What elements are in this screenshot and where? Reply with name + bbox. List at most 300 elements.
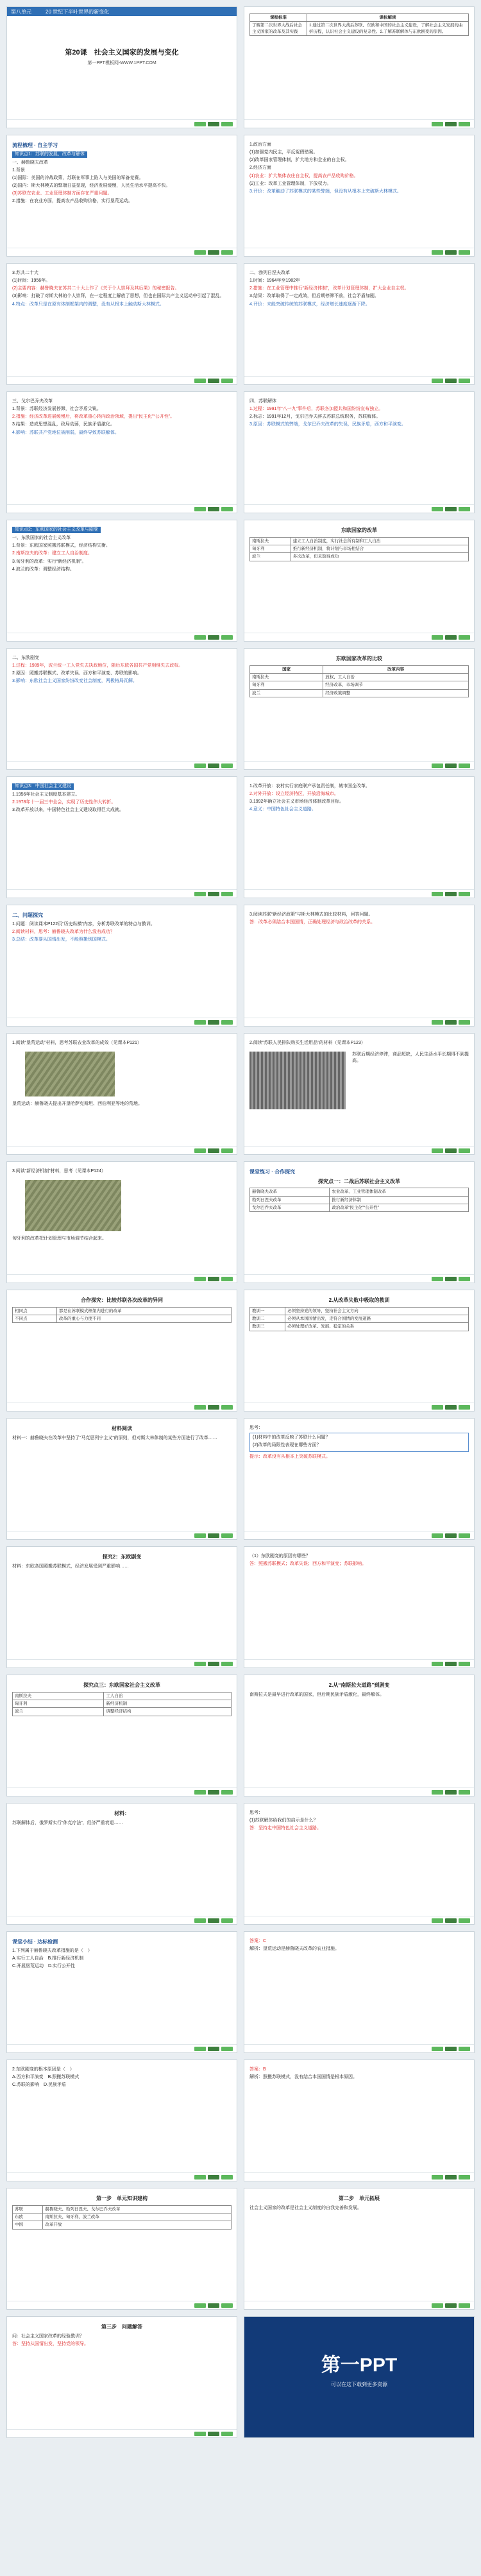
slide-38[interactable] xyxy=(244,2316,475,2438)
home-button[interactable] xyxy=(208,1790,219,1795)
prev-button[interactable] xyxy=(194,2303,206,2308)
cell: 匈牙利 xyxy=(250,545,291,553)
next-button[interactable] xyxy=(221,763,233,768)
text-line: 3.影响：东欧社会主义国家纷纷改变社会制度，两极格局瓦解。 xyxy=(12,679,137,684)
text-line: 1.过程：1989年，波兰统一工人党失去执政地位，随后东欧各国共产党相继失去政权。 xyxy=(12,663,183,669)
text-line: 4.波兰的改革：调整经济结构。 xyxy=(12,567,74,572)
cell: 必须从本国国情出发，走符合国情的发展道路 xyxy=(285,1315,469,1323)
text-line: (1)材料中的改革反映了苏联什么问题？ xyxy=(253,1435,330,1440)
home-button[interactable] xyxy=(208,892,219,896)
prev-button[interactable] xyxy=(194,1790,206,1795)
text-line: 3.苏共二十大 xyxy=(12,271,38,275)
home-button[interactable] xyxy=(445,2047,457,2051)
compare-table xyxy=(12,1307,232,1324)
section-title: 第三步 问题解答 xyxy=(101,2324,142,2330)
cell: 中国 xyxy=(13,2221,43,2229)
option-line[interactable]: C.开展垦荒运动 D.实行公开性 xyxy=(12,1963,75,1968)
next-button[interactable] xyxy=(459,892,470,896)
prev-button[interactable] xyxy=(194,2432,206,2436)
slide-16[interactable] xyxy=(244,905,475,1027)
text-line: (3)苏联在农业、工业管理体制方面存在严重问题。 xyxy=(12,191,112,196)
answer-text: 答：改革必须结合本国国情，正确处理经济与政治改革的关系。 xyxy=(249,920,375,925)
next-button[interactable] xyxy=(221,2303,233,2308)
slide-21[interactable] xyxy=(6,1290,237,1412)
lessons-table xyxy=(249,1307,469,1331)
prev-button[interactable] xyxy=(432,1277,443,1281)
reform-table xyxy=(249,1188,469,1212)
next-button[interactable] xyxy=(221,1277,233,1281)
text-line: 一、赫鲁晓夫改革 xyxy=(12,160,48,165)
slide-footer xyxy=(7,633,237,641)
slide-25[interactable] xyxy=(6,1546,237,1668)
prev-button[interactable] xyxy=(432,1020,443,1025)
slide-12[interactable] xyxy=(244,648,475,770)
next-button[interactable] xyxy=(221,379,233,383)
option-line[interactable]: A.西方和平演变 B.照搬苏联模式 xyxy=(12,2075,80,2080)
home-button[interactable] xyxy=(208,379,219,383)
slide-footer xyxy=(244,1146,474,1154)
slide-footer xyxy=(7,1787,237,1796)
prev-button[interactable] xyxy=(194,2175,206,2179)
cell: 南斯拉夫 xyxy=(13,1692,104,1700)
next-button[interactable] xyxy=(459,1918,470,1923)
slide-footer xyxy=(7,376,237,384)
option-line[interactable]: C.苏联的影响 D.民族矛盾 xyxy=(12,2083,66,2088)
text-line: 一、东欧国家的社会主义改革 xyxy=(12,536,71,541)
text-line: 3.结果：改革取得了一定成效，但后期停滞不前，社会矛盾加剧。 xyxy=(249,294,379,299)
slide-footer xyxy=(244,248,474,256)
prev-button[interactable] xyxy=(432,379,443,383)
slide-footer xyxy=(7,248,237,256)
prev-button[interactable] xyxy=(194,1020,206,1025)
text-line: 1.背景：苏联经济发展停滞，社会矛盾尖锐。 xyxy=(12,407,101,412)
prev-button[interactable] xyxy=(194,507,206,511)
home-button[interactable] xyxy=(208,2175,219,2179)
slide-8[interactable] xyxy=(244,391,475,513)
home-button[interactable] xyxy=(445,763,457,768)
slide-18[interactable] xyxy=(244,1033,475,1155)
slide-footer xyxy=(244,2172,474,2181)
slide-footer xyxy=(7,761,237,769)
header-cell: 改革内容 xyxy=(323,665,469,673)
prev-button[interactable] xyxy=(194,250,206,255)
prev-button[interactable] xyxy=(432,250,443,255)
header-cell: 国家 xyxy=(250,665,323,673)
prev-button[interactable] xyxy=(194,122,206,126)
next-button[interactable] xyxy=(221,2432,233,2436)
home-button[interactable] xyxy=(208,1918,219,1923)
home-button[interactable] xyxy=(445,1148,457,1153)
table-title: 探究点三：东欧国家社会主义改革 xyxy=(83,1682,160,1688)
slide-footer xyxy=(7,1403,237,1411)
text-line: 二、东欧剧变 xyxy=(12,656,39,660)
next-button[interactable] xyxy=(459,1662,470,1666)
home-button[interactable] xyxy=(445,379,457,383)
knowledge-tag: 知识点1：苏联的发展、改革与解体 xyxy=(12,151,87,158)
home-button[interactable] xyxy=(208,1277,219,1281)
home-button[interactable] xyxy=(208,2303,219,2308)
next-button[interactable] xyxy=(459,122,470,126)
section-header: 流程梳理 · 自主学习 xyxy=(12,142,58,148)
slide-footer xyxy=(7,1659,237,1668)
text-line: 2.措施：在农业方面，提高农产品收购价格，实行垦荒运动。 xyxy=(12,199,133,204)
slide-footer xyxy=(7,1916,237,1924)
question-title: （1）东欧剧变的原因有哪些？ xyxy=(249,1554,310,1558)
prev-button[interactable] xyxy=(432,1405,443,1410)
home-button[interactable] xyxy=(208,1662,219,1666)
cell: 推行新经济体制 xyxy=(330,1196,469,1204)
image-caption: 2.阅读“苏联人民排队购买生活用品”的材料（见课本P123） xyxy=(249,1041,366,1045)
text-line: 1.改革开放：农村实行家庭联产承包责任制，城市国企改革。 xyxy=(249,784,370,789)
slide-3[interactable] xyxy=(6,135,237,257)
slide-footer xyxy=(244,889,474,898)
cell: 放权、工人自治 xyxy=(323,674,469,681)
home-button[interactable] xyxy=(445,892,457,896)
slide-30[interactable] xyxy=(244,1803,475,1925)
table-title: 东欧国家改革的比较 xyxy=(336,656,382,661)
text-line: 3.改革开放以来，中国特色社会主义建设取得巨大成就。 xyxy=(12,808,124,813)
slide-4[interactable] xyxy=(244,135,475,257)
home-button[interactable] xyxy=(445,122,457,126)
slide-1[interactable] xyxy=(6,6,237,128)
text-line: 1.时间：1964年至1982年 xyxy=(249,278,300,284)
reform-table xyxy=(249,537,469,561)
text-line: 3.1992年确立社会主义市场经济体制改革目标。 xyxy=(249,799,344,805)
cell: 勃列日涅夫改革 xyxy=(250,1196,330,1204)
cell: 农业改革、工业管理体制改革 xyxy=(330,1188,469,1196)
image-caption: 1.阅读“垦荒运动”材料，思考苏联农业改革的成效（见课本P121） xyxy=(12,1041,142,1045)
next-button[interactable] xyxy=(459,1533,470,1538)
slide-23[interactable] xyxy=(6,1418,237,1540)
slide-19[interactable] xyxy=(6,1161,237,1283)
text-line: 二、勃列日涅夫改革 xyxy=(249,271,290,275)
cell: 经济改革，市场调节 xyxy=(323,681,469,689)
cell: 教训三 xyxy=(250,1323,285,1331)
next-button[interactable] xyxy=(221,1148,233,1153)
unit-bar xyxy=(7,7,237,16)
material-title: 材料： xyxy=(114,1811,130,1816)
prev-button[interactable] xyxy=(432,1533,443,1538)
prev-button[interactable] xyxy=(194,1533,206,1538)
unit-summary-table xyxy=(12,2205,232,2230)
prev-button[interactable] xyxy=(432,122,443,126)
text-line: 四、苏联解体 xyxy=(249,399,276,404)
slide-footer xyxy=(7,1274,237,1283)
home-button[interactable] xyxy=(445,2303,457,2308)
home-button[interactable] xyxy=(445,1020,457,1025)
text-line: 3.结果：造成思想混乱，政局动荡，民族矛盾激化。 xyxy=(12,422,115,427)
prev-button[interactable] xyxy=(432,2303,443,2308)
prev-button[interactable] xyxy=(432,507,443,511)
prev-button[interactable] xyxy=(194,379,206,383)
home-button[interactable] xyxy=(208,1020,219,1025)
question-title: 思考： xyxy=(249,1426,263,1430)
home-button[interactable] xyxy=(208,122,219,126)
explanation-text: 解析：垦荒运动是赫鲁晓夫改革的农业措施。 xyxy=(249,1947,339,1952)
image-text: 垦荒运动：赫鲁晓夫提出开垦哈萨克斯坦、西伯利亚等地的荒地。 xyxy=(12,1102,142,1106)
next-button[interactable] xyxy=(221,1533,233,1538)
slide-36[interactable] xyxy=(244,2188,475,2310)
next-button[interactable] xyxy=(221,2175,233,2179)
text-line: (1)加强党内民主，平反冤假错案。 xyxy=(249,150,318,155)
slide-17[interactable] xyxy=(6,1033,237,1155)
next-button[interactable] xyxy=(459,507,470,511)
slide-footer xyxy=(244,1916,474,1924)
text-line: (2)改革的局限性表现在哪些方面？ xyxy=(253,1443,321,1448)
next-button[interactable] xyxy=(221,1020,233,1025)
image-caption: 3.阅读“新经济机制”材料，思考（见课本P124） xyxy=(12,1169,106,1173)
home-button[interactable] xyxy=(208,2047,219,2051)
prev-button[interactable] xyxy=(432,892,443,896)
text-line: (1)国际：美国的冷战政策，苏联在军事上陷入与美国的军备竞赛。 xyxy=(12,176,144,181)
prev-button[interactable] xyxy=(432,2047,443,2051)
slide-14[interactable] xyxy=(244,776,475,898)
slide-2[interactable] xyxy=(244,6,475,128)
next-button[interactable] xyxy=(459,1277,470,1281)
slide-footer xyxy=(244,1659,474,1668)
text-line: 1.1956年社会主义制度基本建立。 xyxy=(12,792,80,798)
home-button[interactable] xyxy=(208,250,219,255)
home-button[interactable] xyxy=(208,635,219,640)
table-title: 2.从改革失败中吸取的教训 xyxy=(328,1297,390,1303)
prev-button[interactable] xyxy=(194,892,206,896)
home-button[interactable] xyxy=(208,763,219,768)
next-button[interactable] xyxy=(459,1020,470,1025)
next-button[interactable] xyxy=(459,2303,470,2308)
prev-button[interactable] xyxy=(194,2047,206,2051)
prev-button[interactable] xyxy=(194,635,206,640)
text-line: 2.对外开放：设立经济特区，开放沿海城市。 xyxy=(249,792,339,797)
cell: 不同点 xyxy=(13,1315,57,1323)
text-line: 1.背景 xyxy=(12,167,25,173)
prev-button[interactable] xyxy=(194,1148,206,1153)
next-button[interactable] xyxy=(459,250,470,255)
answer-text: 答：坚持从国情出发，坚持党的领导。 xyxy=(12,2341,89,2346)
cell: 苏联 xyxy=(13,2205,43,2213)
cell: 戈尔巴乔夫改革 xyxy=(250,1204,330,1212)
material-text: 材料：东欧各国照搬苏联模式，经济发展受到严重影响…… xyxy=(12,1564,129,1569)
slide-footer xyxy=(7,2429,237,2437)
next-button[interactable] xyxy=(459,635,470,640)
slide-34[interactable] xyxy=(244,2060,475,2181)
slide-5[interactable] xyxy=(6,263,237,385)
prev-button[interactable] xyxy=(432,1148,443,1153)
table-title: 合作探究：比较苏联各次改革的异同 xyxy=(81,1297,163,1303)
cell: 东欧 xyxy=(13,2213,43,2221)
home-button[interactable] xyxy=(445,1662,457,1666)
slide-footer xyxy=(7,504,237,513)
slide-35[interactable] xyxy=(6,2188,237,2310)
cell: 南斯拉夫、匈牙利、波兰改革 xyxy=(43,2213,232,2221)
prev-button[interactable] xyxy=(432,635,443,640)
question-text: 问：社会主义国家改革的经验教训？ xyxy=(12,2333,84,2339)
answer-text: 答：照搬苏联模式；改革失误；西方和平演变；苏联影响。 xyxy=(249,1562,366,1567)
home-button[interactable] xyxy=(208,2432,219,2436)
home-button[interactable] xyxy=(445,635,457,640)
col2-header: 课标解读 xyxy=(307,14,468,22)
prev-button[interactable] xyxy=(194,1918,206,1923)
prev-button[interactable] xyxy=(432,1790,443,1795)
text-line: (1)苏联解体给我们的启示是什么？ xyxy=(249,1818,318,1823)
prev-button[interactable] xyxy=(432,1918,443,1923)
slide-footer xyxy=(7,1531,237,1539)
text-line: 2.阅读材料，思考：赫鲁晓夫改革为什么没有成功？ xyxy=(12,929,115,934)
slide-13[interactable] xyxy=(6,776,237,898)
slide-footer xyxy=(244,761,474,769)
question-title: 3.阅读苏联“新经济政策”与斯大林模式的比较材料，回答问题。 xyxy=(249,912,373,917)
prev-button[interactable] xyxy=(194,763,206,768)
next-button[interactable] xyxy=(221,1405,233,1410)
next-button[interactable] xyxy=(221,1790,233,1795)
slide-20[interactable] xyxy=(244,1161,475,1283)
next-button[interactable] xyxy=(221,2047,233,2051)
cell: 波兰 xyxy=(13,1708,104,1716)
next-button[interactable] xyxy=(221,250,233,255)
cell: 南斯拉夫 xyxy=(250,537,291,545)
next-button[interactable] xyxy=(221,635,233,640)
text-line: (1)农业：扩大集体农庄自主权，提高农产品收购价格。 xyxy=(249,173,359,178)
text-line: 社会主义国家的改革是社会主义制度的自我完善和发展。 xyxy=(249,2205,362,2210)
question-text: 1.下列属于赫鲁晓夫改革措施的是（ ） xyxy=(12,1948,92,1953)
home-button[interactable] xyxy=(208,1405,219,1410)
unit-sub: 20 世纪下半叶世界的新变化 xyxy=(46,9,110,15)
answer-text: 答案：C xyxy=(249,1939,267,1943)
lesson-subtitle: 第一PPT模板网-WWW.1PPT.COM xyxy=(87,61,156,65)
prev-button[interactable] xyxy=(432,763,443,768)
slide-27[interactable] xyxy=(6,1675,237,1796)
comparison-table xyxy=(249,665,469,698)
option-line[interactable]: A.实行工人自治 B.推行新经济机制 xyxy=(12,1956,84,1961)
next-button[interactable] xyxy=(459,1405,470,1410)
next-button[interactable] xyxy=(459,763,470,768)
slide-33[interactable] xyxy=(6,2060,237,2181)
text-line: 4.意义：中国特色社会主义道路。 xyxy=(249,807,316,812)
slide-footer xyxy=(7,2044,237,2052)
text-line: 1.问题：阅读课本P122页“历史纵横”内容，分析苏联改革的特点与教训。 xyxy=(12,921,155,926)
home-button[interactable] xyxy=(445,507,457,511)
prev-button[interactable] xyxy=(194,1405,206,1410)
material-text: 材料一：赫鲁晓夫在改革中坚持了“马克思列宁主义”的原则，但对斯大林体制的某些方面进行了改革…… xyxy=(12,1435,217,1440)
prev-button[interactable] xyxy=(432,1662,443,1666)
next-button[interactable] xyxy=(221,1918,233,1923)
unit-label: 第八单元 xyxy=(11,9,31,15)
cell: 赫鲁晓夫改革 xyxy=(250,1188,330,1196)
text-line: 2.1978年十一届三中全会，实现了历史性伟大转折。 xyxy=(12,800,116,805)
cell: 多次改革，但未取得成功 xyxy=(291,553,468,561)
slide-32[interactable] xyxy=(244,1931,475,2053)
cell: 相同点 xyxy=(13,1307,57,1315)
home-button[interactable] xyxy=(445,250,457,255)
text-line: (2)改革国家管理体制，扩大地方和企业的自主权。 xyxy=(249,158,350,163)
slide-28[interactable] xyxy=(244,1675,475,1796)
home-button[interactable] xyxy=(445,1533,457,1538)
slide-7[interactable] xyxy=(6,391,237,513)
text-line: 南斯拉夫是最早进行改革的国家，但后期民族矛盾激化，最终解体。 xyxy=(249,1692,384,1697)
text-line: (2)国内：斯大林模式的弊端日益显现，经济发展缓慢，人民生活水平提高不快。 xyxy=(12,183,171,189)
cell: 波兰 xyxy=(250,689,323,697)
slide-footer xyxy=(7,2301,237,2309)
cell: 经济政策调整 xyxy=(323,689,469,697)
knowledge-tag: 知识点3：中国社会主义建设 xyxy=(12,783,74,790)
home-button[interactable] xyxy=(445,1405,457,1410)
home-button[interactable] xyxy=(445,1277,457,1281)
next-button[interactable] xyxy=(221,892,233,896)
text-line: 3.总结：改革要从国情出发，不能照搬别国模式。 xyxy=(12,937,110,942)
prev-button[interactable] xyxy=(194,1662,206,1666)
home-button[interactable] xyxy=(208,1533,219,1538)
slide-footer xyxy=(244,119,474,128)
text-line: 4.评价：未能突破传统的苏联模式，经济增长速度逐渐下降。 xyxy=(249,302,370,307)
text-line: (2)主要内容：赫鲁晓夫在苏共二十大上作了《关于个人崇拜及其后果》的秘密报告。 xyxy=(12,286,180,291)
farmland-photo xyxy=(25,1180,121,1231)
slide-31[interactable] xyxy=(6,1931,237,2053)
section-header: 课堂练习 · 合作探究 xyxy=(249,1169,296,1175)
next-button[interactable] xyxy=(459,1148,470,1153)
next-button[interactable] xyxy=(459,2175,470,2179)
slide-11[interactable] xyxy=(6,648,237,770)
slide-10[interactable] xyxy=(244,520,475,642)
home-button[interactable] xyxy=(208,1148,219,1153)
slide-footer xyxy=(7,1146,237,1154)
cell: 建立工人自治制度，实行社会所有制和工人自治 xyxy=(291,537,468,545)
cell: 改革的重心与力度不同 xyxy=(56,1315,231,1323)
home-button[interactable] xyxy=(445,1918,457,1923)
cell: 调整经济结构 xyxy=(104,1708,232,1716)
text-line: 2.标志：1991年12月，戈尔巴乔夫辞去苏联总统职务，苏联解体。 xyxy=(249,414,381,420)
text-line: 3.原因：苏联模式的弊端，戈尔巴乔夫改革的失误，民族矛盾，西方和平演变。 xyxy=(249,422,406,427)
slide-15[interactable] xyxy=(6,905,237,1027)
image-text: 匈牙利的改革把计划管理与市场调节结合起来。 xyxy=(12,1236,106,1241)
home-button[interactable] xyxy=(208,507,219,511)
cell: 政治改革“民主化”“公开性” xyxy=(330,1204,469,1212)
next-button[interactable] xyxy=(459,1790,470,1795)
table-title: 探究点一：二战后苏联社会主义改革 xyxy=(318,1178,400,1184)
text-line: 3.匈牙利的改革：实行“新经济机制”。 xyxy=(12,559,87,564)
home-button[interactable] xyxy=(445,2175,457,2179)
slide-6[interactable] xyxy=(244,263,475,385)
section-title: 第二步 单元拓展 xyxy=(339,2196,380,2201)
explanation-text: 解析：照搬苏联模式，没有结合本国国情是根本原因。 xyxy=(249,2075,357,2080)
cell: 教训一 xyxy=(250,1307,285,1315)
slide-24[interactable] xyxy=(244,1418,475,1540)
next-button[interactable] xyxy=(221,507,233,511)
next-button[interactable] xyxy=(459,379,470,383)
material-title: 探究2：东欧剧变 xyxy=(102,1554,142,1560)
slide-22[interactable] xyxy=(244,1290,475,1412)
field-photo xyxy=(25,1052,115,1096)
slide-9[interactable] xyxy=(6,520,237,642)
hint-text: 提示：改革没有从根本上突破苏联模式。 xyxy=(249,1454,330,1460)
text-line: 4.影响：苏联共产党地位被削弱，最终导致苏联解体。 xyxy=(12,430,119,435)
table-title: 第一步 单元知识建构 xyxy=(96,2196,148,2201)
material-title: 材料阅读 xyxy=(112,1426,132,1431)
text-line: (2)工业：改革工业管理体制，下放权力。 xyxy=(249,181,332,186)
image-text: 苏联后期经济停滞，商品短缺，人民生活水平长期得不到提高。 xyxy=(352,1052,469,1064)
next-button[interactable] xyxy=(221,122,233,126)
next-button[interactable] xyxy=(221,1662,233,1666)
text-line: 2.原因：照搬苏联模式、改革失误、西方和平演变、苏联的影响。 xyxy=(12,671,142,676)
slide-37[interactable] xyxy=(6,2316,237,2438)
prev-button[interactable] xyxy=(194,1277,206,1281)
slide-29[interactable] xyxy=(6,1803,237,1925)
table-title: 东欧国家的改革 xyxy=(341,527,377,533)
slide-footer xyxy=(7,119,237,128)
slide-footer xyxy=(244,633,474,641)
prev-button[interactable] xyxy=(432,2175,443,2179)
home-button[interactable] xyxy=(445,1790,457,1795)
next-button[interactable] xyxy=(459,2047,470,2051)
slide-26[interactable] xyxy=(244,1546,475,1668)
